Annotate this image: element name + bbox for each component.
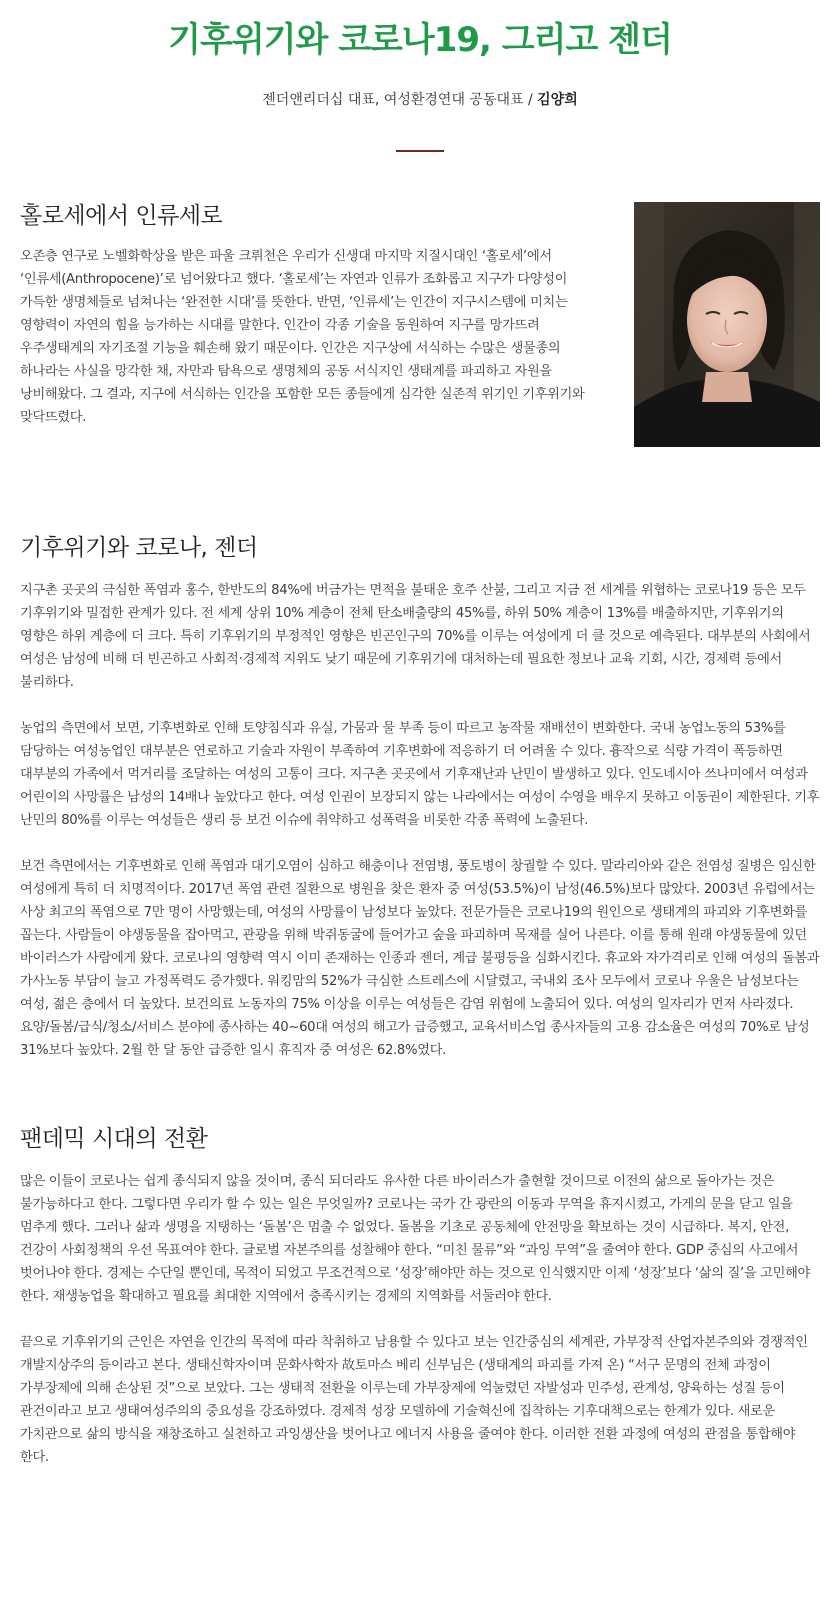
section-paragraph: 보건 측면에서는 기후변화로 인해 폭염과 대기오염이 심하고 해충이나 전염병, 풍토병이 창궐할 수 있다. 말라리아와 같은 전염성 질병은 임신한 여성에게 특히 더 치명적이다. 2017년 폭염 관련 질환으로 병원을 찾은 환자 중 여성(53.5%)이 남성(46.5%)보다 많았다. 2003년 유럽에서는 사상 최고의 폭염으로 7만 명이 사망했는데, 여성의 사망률이 남성보다 높았다. 전문가들은 코로나19의 원인으로 생태계의 파괴와 기후변화를 꼽는다. 사람들이 야생동물을 잡아먹고, 관광을 위해 박쥐동굴에 들어가고 숲을 파괴하며 목재를 실어 나른다. 이를 통해 원래 야생동물에 있던 바이러스가 사람에게 왔다. 코로나의 영향력 역시 이미 존재하는 인종과 젠더, 계급 불평등을 심화시킨다. 휴교와 자가격리로 인해 여성의 돌봄과 가사노동 부담이 늘고 가정폭력도 증가했다. 워킹맘의 52%가 극심한 스트레스에 시달렸고, 국내외 조사 모두에서 코로나 우울은 남성보다는 여성, 젊은 층에서 더 높았다. 보건의료 노동자의 75% 이상을 이루는 여성들은 감염 위험에 노출되어 있다. 여성의 일자리가 먼저 사라졌다. 요양/돌봄/급식/청소/서비스 분야에 종사하는 40~60대 여성의 해고가 급증했고, 교육서비스업 종사자들의 고용 감소율은 여성의 70%로 남성 31%보다 높았다. 2월 한 달 동안 급증한 일시 휴직자 중 여성은 62.8%였다. — [20, 859, 820, 1058]
section-text-column — [20, 201, 590, 429]
byline-affiliation: 젠더앤리더십 대표, 여성환경연대 공동대표 / — [262, 92, 538, 108]
author-name: 김양희 — [537, 92, 578, 108]
section-paragraph: 오존층 연구로 노벨화학상을 받은 파울 크뤼천은 우리가 신생대 마지막 지질시대인 ‘홀로세’에서 ‘인류세(Anthropocene)’로 넘어왔다고 했다. ‘홀로세’는 자연과 인류가 조화롭고 지구가 다양성이 가득한 생명체들로 넘쳐나는 ‘완전한 시대’를 뜻한다. 반면, ‘인류세’는 인간이 지구시스템에 미치는 영향력이 자연의 힘을 능가하는 시대를 말한다. 인간이 각종 기술을 동원하여 지구를 망가뜨려 우주생태계의 자기조절 기능을 훼손해 왔기 때문이다. 인간은 지구상에 서식하는 수많은 생물종의 하나라는 사실을 망각한 채, 자만과 탐욕으로 생명체의 공동 서식지인 생태계를 파괴하고 자원을 낭비해왔다. 그 결과, 지구에 서식하는 인간을 포함한 모든 종들에게 심각한 실존적 위기인 기후위기와 맞닥뜨렸다. — [20, 249, 585, 425]
author-photo — [634, 202, 820, 447]
section-heading: 팬데믹 시대의 전환 — [20, 1126, 208, 1152]
section-heading: 홀로세에서 인류세로 — [20, 203, 223, 229]
section-climate-corona-gender — [0, 533, 840, 1062]
section-holocene-to-anthropocene — [0, 201, 840, 465]
section-paragraph: 많은 이들이 코로나는 쉽게 종식되지 않을 것이며, 종식 되더라도 유사한 다른 바이러스가 출현할 것이므로 이전의 삶으로 돌아가는 것은 불가능하다고 한다. 그렇다면 우리가 할 수 있는 일은 무엇일까? 코로나는 국가 간 광란의 이동과 무역을 휴지시켰고, 가게의 문을 닫고 일을 멈추게 했다. 그러나 삶과 생명을 지탱하는 ‘돌봄’은 멈출 수 없었다. 돌봄을 기초로 공동체에 안전망을 확보하는 것이 시급하다. 복지, 안전, 건강이 사회정책의 우선 목표여야 한다. 글로벌 자본주의를 성찰해야 한다. “미친 물류”와 “과잉 무역”을 줄여야 한다. GDP 중심의 사고에서 벗어나야 한다. 경제는 수단일 뿐인데, 목적이 되었고 무조건적으로 ‘성장’해야만 하는 것으로 인식했지만 이제 ‘성장’보다 ‘삶의 질’을 고민해야 한다. 재생농업을 확대하고 필요를 최대한 지역에서 충족시키는 경제의 지역화를 서둘러야 한다. — [20, 1174, 810, 1304]
article-title: 기후위기와 코로나19, 그리고 젠더 — [168, 20, 672, 60]
section-heading: 기후위기와 코로나, 젠더 — [20, 535, 258, 561]
title-divider — [396, 150, 444, 152]
byline — [0, 90, 840, 110]
section-paragraph: 농업의 측면에서 보면, 기후변화로 인해 토양침식과 유실, 가뭄과 물 부족 등이 따르고 농작물 재배선이 변화한다. 국내 농업노동의 53%를 담당하는 여성농업인 대부분은 연로하고 기술과 자원이 부족하여 기후변화에 적응하기 더 어려울 수 있다. 흉작으로 식량 가격이 폭등하면 대부분의 가족에서 먹거리를 조달하는 여성의 고통이 크다. 지구촌 곳곳에서 기후재난과 난민이 발생하고 있다. 인도네시아 쓰나미에서 여성과 어린이의 사망률은 남성의 14배나 높았다고 한다. 여성 인권이 보장되지 않는 나라에서는 여성이 수영을 배우지 못하고 이동권이 제한된다. 기후 난민의 80%를 이루는 여성들은 생리 등 보건 이슈에 취약하고 성폭력을 비롯한 각종 폭력에 노출된다. — [20, 721, 820, 828]
section-paragraph: 끝으로 기후위기의 근인은 자연을 인간의 목적에 따라 착취하고 남용할 수 있다고 보는 인간중심의 세계관, 가부장적 산업자본주의와 경쟁적인 개발지상주의 등이라고 본다. 생태신학자이며 문화사학자 故토마스 베리 신부님은 (생태계의 파괴를 가져 온) “서구 문명의 전체 과정이 가부장제에 의해 손상된 것”으로 보았다. 그는 생태적 전환을 이루는데 가부장제에 억눌렸던 자발성과 민주성, 관계성, 양육하는 성질 등이 관건이라고 보고 생태여성주의의 중요성을 강조하였다. 경제적 성장 모델하에 기술혁신에 집착하는 기후대책으로는 한계가 있다. 새로운 가치관으로 삶의 방식을 재창조하고 실천하고 과잉생산을 벗어나고 에너지 사용을 줄여야 한다. 이러한 전환 과정에 여성의 관점을 통합해야 한다. — [20, 1335, 808, 1465]
section-paragraph: 지구촌 곳곳의 극심한 폭염과 홍수, 한반도의 84%에 버금가는 면적을 불태운 호주 산불, 그리고 지금 전 세계를 위협하는 코로나19 등은 모두 기후위기와 밀접한 관계가 있다. 전 세계 상위 10% 계층이 전체 탄소배출량의 45%를, 하위 50% 계층이 13%를 배출하지만, 기후위기의 영향은 하위 계층에 더 크다. 특히 기후위기의 부정적인 영향은 빈곤인구의 70%를 이루는 여성에게 더 클 것으로 예측된다. 대부분의 사회에서 여성은 남성에 비해 더 빈곤하고 사회적·경제적 지위도 낮기 때문에 기후위기에 대처하는데 필요한 정보나 교육 기회, 시간, 경제력 등에서 불리하다. — [20, 583, 811, 690]
section-pandemic-transition — [0, 1124, 840, 1469]
